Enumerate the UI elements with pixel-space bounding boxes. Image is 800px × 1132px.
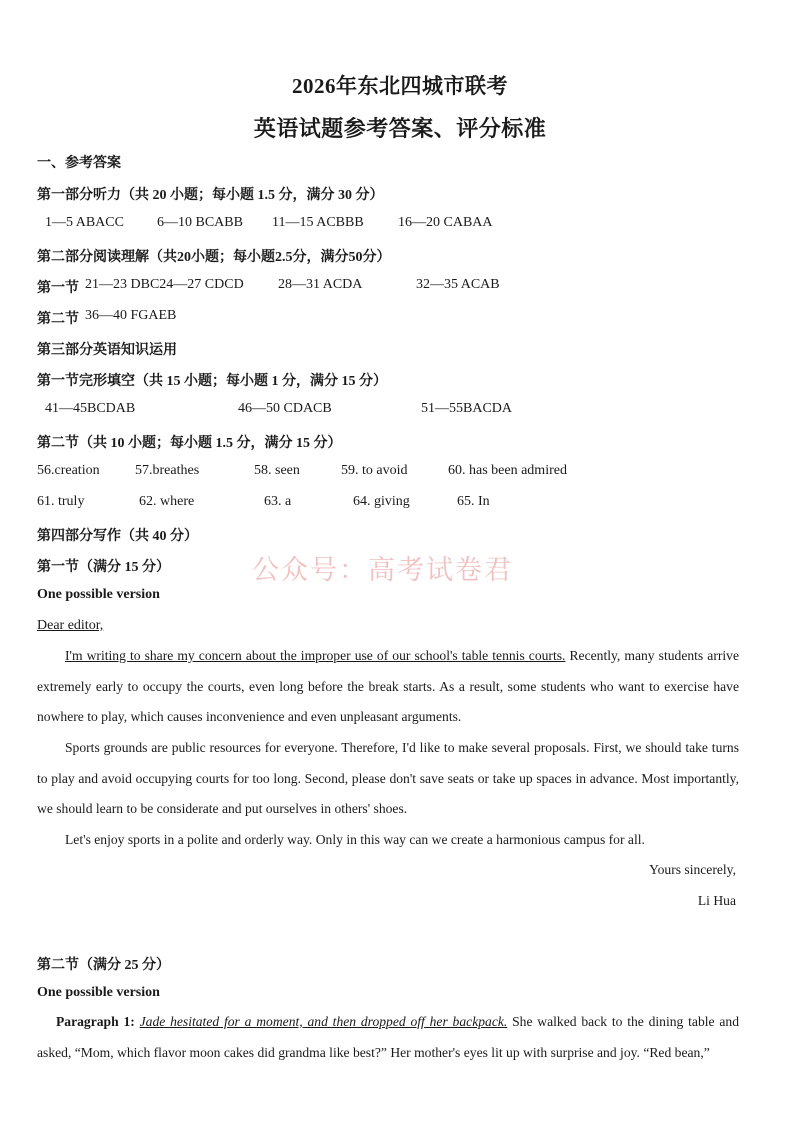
answer-group: 36—40 FGAEB bbox=[85, 308, 177, 323]
part4-heading: 第四部分写作（共 40 分） bbox=[37, 529, 198, 544]
answer-item: 65. In bbox=[457, 494, 490, 509]
answer-item: 57.breathes bbox=[135, 463, 200, 478]
answer-item: 61. truly bbox=[37, 494, 85, 509]
letter-paragraph-2: Sports grounds are public resources for everyone. Therefore, I'd like to make several proposals. First, we should take turns to play and avoid occupying courts for too long. Second, please don't save seats or take up spaces in advance. Most importantly, we should learn to be considerate and put ourselves in others' shoes. bbox=[37, 740, 739, 816]
watermark: 公众号：高考试卷君 bbox=[252, 555, 513, 586]
answer-group: 32—35 ACAB bbox=[416, 277, 500, 292]
part2-sec1-label: 第一节 bbox=[37, 281, 79, 296]
part2-sec2-label: 第二节 bbox=[37, 312, 79, 327]
part3-sec1-heading: 第一节完形填空（共 15 小题；每小题 1 分，满分 15 分） bbox=[37, 374, 387, 389]
paragraph-label: Paragraph 1: bbox=[56, 1014, 135, 1029]
paragraph-text: Recently, many students arrive extremely early to occupy the courts, even long before the break starts. As a result, some students who want to exercise have nowhere to play, which causes inconvenience and even unpleasant arguments. bbox=[37, 648, 739, 724]
continuation-paragraph-1 bbox=[37, 1007, 739, 1068]
document-title: 2026年东北四城市联考 bbox=[292, 74, 508, 98]
answer-item: 58. seen bbox=[254, 463, 300, 478]
given-sentence: Jade hesitated for a moment, and then dropped off her backpack. bbox=[139, 1014, 508, 1029]
answer-group: 28—31 ACDA bbox=[278, 277, 363, 292]
version-label: One possible version bbox=[37, 587, 160, 602]
answer-item: 59. to avoid bbox=[341, 463, 408, 478]
answer-group: 1—5 ABACC bbox=[45, 215, 124, 230]
answer-item: 60. has been admired bbox=[448, 463, 567, 478]
letter-salutation: Dear editor, bbox=[37, 618, 104, 633]
letter-signature: Li Hua bbox=[697, 893, 736, 908]
answer-item: 56.creation bbox=[37, 463, 100, 478]
part4-sec2-heading: 第二节（满分 25 分） bbox=[37, 958, 170, 973]
part1-heading: 第一部分听力（共 20 小题；每小题 1.5 分，满分 30 分） bbox=[37, 188, 384, 203]
part4-sec1-heading: 第一节（满分 15 分） bbox=[37, 560, 170, 575]
answer-group: 46—50 CDACB bbox=[238, 401, 332, 416]
document-subtitle: 英语试题参考答案、评分标准 bbox=[253, 116, 547, 141]
letter-paragraph-3: Let's enjoy sports in a polite and orderly way. Only in this way can we create a harmonious campus for all. bbox=[65, 832, 645, 847]
part2-heading: 第二部分阅读理解（共20小题；每小题2.5分，满分50分） bbox=[37, 250, 391, 265]
answer-group: 6—10 BCABB bbox=[157, 215, 243, 230]
section-heading-answers: 一、参考答案 bbox=[37, 156, 121, 171]
answer-group: 51—55BACDA bbox=[421, 401, 513, 416]
version-label-2: One possible version bbox=[37, 985, 160, 1000]
topic-sentence: I'm writing to share my concern about the improper use of our school's table tennis courts. bbox=[65, 648, 566, 663]
answer-item: 64. giving bbox=[353, 494, 410, 509]
answer-item: 63. a bbox=[264, 494, 292, 509]
part3-heading: 第三部分英语知识运用 bbox=[37, 343, 177, 358]
letter-closing: Yours sincerely, bbox=[649, 862, 736, 877]
answer-group: 41—45BCDAB bbox=[45, 401, 136, 416]
paragraph-text: She walked back to the dining table and asked, “Mom, which flavor moon cakes did grandma like best?” Her mother's eyes lit up with surprise and joy. “Red bean,” bbox=[37, 1014, 739, 1060]
answer-group: 21—23 DBC24—27 CDCD bbox=[85, 277, 244, 292]
answer-group: 16—20 CABAA bbox=[398, 215, 493, 230]
answer-group: 11—15 ACBBB bbox=[272, 215, 364, 230]
letter-paragraph-1 bbox=[37, 641, 739, 733]
answer-item: 62. where bbox=[139, 494, 195, 509]
part3-sec2-heading: 第二节（共 10 小题；每小题 1.5 分，满分 15 分） bbox=[37, 436, 342, 451]
